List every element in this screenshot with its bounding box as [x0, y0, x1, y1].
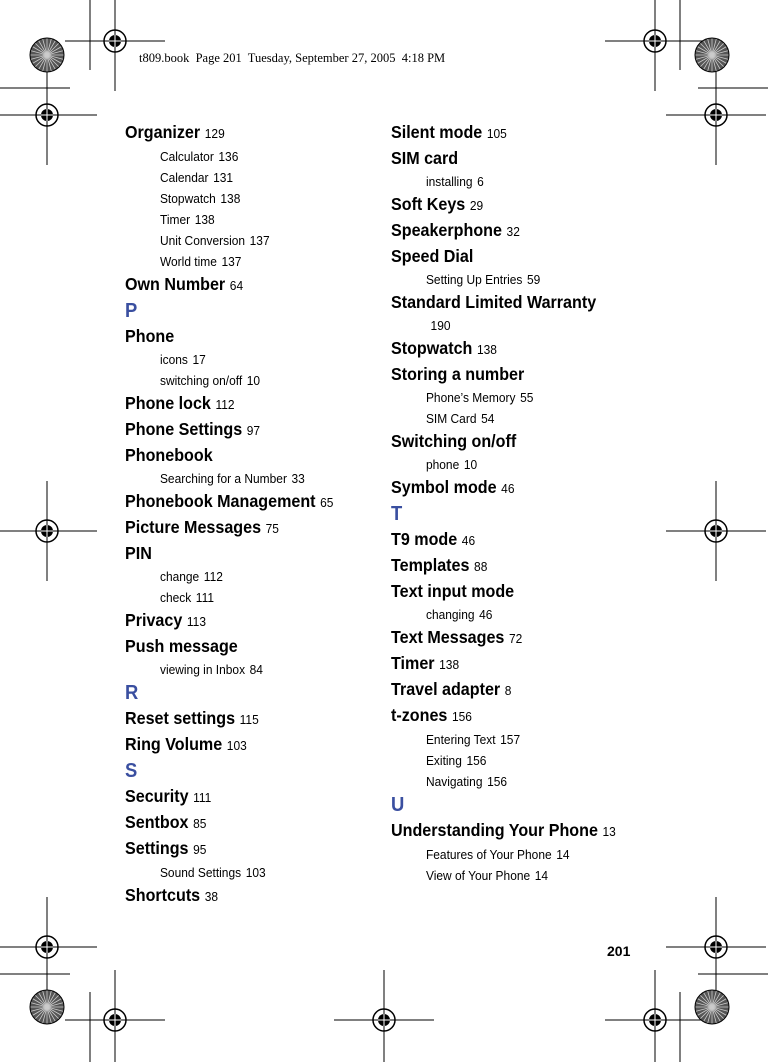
- index-page-ref: 72: [508, 631, 523, 646]
- index-term: World time: [159, 254, 217, 269]
- index-subentry: [391, 865, 630, 886]
- registration-crosshair: [666, 897, 766, 997]
- index-page-ref: 112: [215, 397, 235, 412]
- registration-crosshair: [0, 481, 97, 581]
- index-page-ref: 46: [461, 533, 476, 548]
- index-page-ref: 113: [186, 614, 206, 629]
- index-page-ref: 103: [245, 865, 266, 880]
- index-term: PIN: [125, 543, 152, 563]
- index-term: phone: [425, 457, 460, 472]
- index-page-ref: 29: [469, 198, 484, 213]
- index-section-letter: T: [391, 503, 403, 525]
- index-page-ref: 112: [203, 569, 223, 584]
- index-entry: [391, 579, 630, 604]
- index-subentry: [125, 188, 355, 209]
- registration-crosshair: [605, 0, 705, 91]
- registration-starburst: [30, 38, 64, 72]
- index-subentry: [391, 750, 630, 771]
- index-term: Text input mode: [391, 581, 515, 601]
- index-entry: [125, 883, 355, 909]
- index-page-ref: 10: [246, 373, 261, 388]
- index-subentry: [125, 146, 355, 167]
- index-term: Sentbox: [125, 812, 189, 832]
- index-term: Symbol mode: [391, 477, 497, 497]
- index-entry: [391, 651, 630, 677]
- index-entry: [125, 541, 355, 566]
- index-term: Entering Text: [425, 732, 496, 747]
- index-term: Storing a number: [391, 364, 525, 384]
- index-term: Shortcuts: [125, 885, 201, 905]
- index-term: Phone: [125, 326, 175, 346]
- index-entry: [125, 489, 355, 515]
- index-term: Ring Volume: [125, 734, 223, 754]
- index-page-ref: 129: [204, 126, 225, 141]
- index-subentry: [391, 844, 630, 865]
- index-subentry: [125, 566, 355, 587]
- index-page-ref: 138: [439, 657, 460, 672]
- index-term: Travel adapter: [391, 679, 501, 699]
- index-page-ref: 64: [229, 278, 244, 293]
- registration-crosshair: [0, 65, 97, 165]
- page-number: 201: [607, 943, 631, 959]
- index-page-ref: 95: [193, 842, 207, 857]
- index-term: installing: [425, 174, 473, 189]
- index-entry: [125, 324, 355, 349]
- index-term: View of Your Phone: [425, 868, 531, 883]
- index-section-letter: S: [125, 760, 138, 782]
- index-subentry: [125, 862, 355, 883]
- index-term: Privacy: [125, 610, 183, 630]
- index-column-right: [391, 120, 651, 886]
- index-page-ref: 157: [500, 732, 521, 747]
- index-subentry: [125, 230, 355, 251]
- registration-starburst: [695, 38, 729, 72]
- index-entry: [391, 146, 630, 171]
- index-term: Features of Your Phone: [425, 847, 552, 862]
- index-entry: [125, 634, 355, 659]
- index-page-ref: 32: [506, 224, 520, 239]
- index-term: Calendar: [159, 170, 209, 185]
- index-page-ref: 156: [466, 753, 487, 768]
- index-term: Push message: [125, 636, 238, 656]
- registration-crosshair: [65, 970, 165, 1062]
- index-term: switching on/off: [159, 373, 243, 388]
- index-page-ref: 65: [320, 495, 334, 510]
- index-entry: [125, 515, 355, 541]
- index-page-ref: 156: [451, 709, 472, 724]
- index-subentry: [391, 771, 630, 792]
- index-page-ref: 38: [204, 889, 219, 904]
- index-term: Timer: [391, 653, 435, 673]
- index-term: Exiting: [425, 753, 462, 768]
- registration-starburst: [695, 990, 729, 1024]
- index-page-ref: 10: [463, 457, 478, 472]
- registration-crosshair: [605, 970, 705, 1062]
- index-term: Speed Dial: [391, 246, 474, 266]
- index-page-ref: 111: [195, 590, 214, 605]
- index-page-ref: 75: [265, 521, 279, 536]
- index-page-ref: 105: [486, 126, 507, 141]
- index-subentry: [125, 167, 355, 188]
- index-term: Switching on/off: [391, 431, 517, 451]
- index-entry: [391, 703, 630, 729]
- index-entry: [391, 818, 630, 844]
- index-term: Templates: [391, 555, 470, 575]
- index-section-letter: R: [125, 682, 139, 704]
- index-entry-page-continued: 190: [430, 318, 451, 333]
- index-page-ref: 59: [526, 272, 541, 287]
- index-subentry: [125, 659, 355, 680]
- index-page-ref: 54: [481, 411, 495, 426]
- index-page-ref: 137: [221, 254, 242, 269]
- index-term: Searching for a Number: [159, 471, 287, 486]
- index-term: Phone Settings: [125, 419, 243, 439]
- index-subentry: [391, 454, 630, 475]
- index-subentry: [125, 349, 355, 370]
- index-page-ref: 138: [477, 342, 497, 357]
- index-entry: [391, 362, 630, 387]
- index-term: Settings: [125, 838, 189, 858]
- index-term: viewing in Inbox: [159, 662, 246, 677]
- index-page-ref: 85: [193, 816, 207, 831]
- index-page-ref: 111: [193, 790, 212, 805]
- index-entry: [391, 429, 630, 454]
- index-entry: [125, 836, 355, 862]
- index-entry: [125, 443, 355, 468]
- index-term: Security: [125, 786, 189, 806]
- registration-crosshair: [666, 481, 766, 581]
- index-term: Setting Up Entries: [425, 272, 523, 287]
- index-term: Phonebook Management: [125, 491, 316, 511]
- index-term: Reset settings: [125, 708, 236, 728]
- index-entry: [391, 120, 630, 146]
- index-entry: [391, 527, 630, 553]
- registration-crosshair: [0, 897, 97, 997]
- index-entry: [125, 706, 355, 732]
- index-entry: [125, 810, 355, 836]
- index-term: Understanding Your Phone: [391, 820, 598, 840]
- index-page-ref: 17: [192, 352, 206, 367]
- index-entry: [125, 608, 355, 634]
- index-subentry: [391, 269, 630, 290]
- index-term: icons: [159, 352, 188, 367]
- index-term: Calculator: [159, 149, 214, 164]
- index-term: Stopwatch: [159, 191, 216, 206]
- index-entry: [125, 784, 355, 810]
- index-term: t-zones: [391, 705, 448, 725]
- index-term: check: [159, 590, 192, 605]
- registration-crosshair: [65, 0, 165, 91]
- index-term: Navigating: [425, 774, 483, 789]
- registration-crosshair: [666, 65, 766, 165]
- index-term: Standard Limited Warranty: [391, 292, 597, 312]
- index-subentry: [391, 729, 630, 750]
- index-entry: [391, 218, 630, 244]
- index-term: Picture Messages: [125, 517, 262, 537]
- index-page-ref: 88: [474, 559, 488, 574]
- index-term: SIM card: [391, 148, 459, 168]
- index-term: Phone lock: [125, 393, 211, 413]
- registration-crosshair: [334, 970, 434, 1062]
- index-page-ref: 115: [239, 712, 259, 727]
- index-page-ref: 156: [487, 774, 508, 789]
- index-term: Soft Keys: [391, 194, 466, 214]
- index-page-ref: 131: [213, 170, 234, 185]
- index-page-ref: 14: [556, 847, 570, 862]
- index-term: Organizer: [125, 122, 201, 142]
- index-term: T9 mode: [391, 529, 458, 549]
- index-entry: [125, 272, 355, 298]
- index-page-ref: 13: [602, 824, 616, 839]
- index-entry: [125, 391, 355, 417]
- index-entry: [391, 677, 630, 703]
- index-entry: [391, 475, 630, 501]
- index-entry: [391, 290, 630, 315]
- index-page-ref: 14: [534, 868, 549, 883]
- index-subentry: [125, 468, 355, 489]
- index-page-ref: 136: [218, 149, 239, 164]
- print-slug-header: t809.book Page 201 Tuesday, September 27, 2005 4:18 PM: [139, 51, 446, 65]
- index-term: Phone’s Memory: [425, 390, 516, 405]
- index-page-ref: 103: [226, 738, 247, 753]
- registration-starburst: [30, 990, 64, 1024]
- index-column-left: [125, 120, 375, 909]
- index-term: Speakerphone: [391, 220, 502, 240]
- index-page-ref: 33: [291, 471, 305, 486]
- index-term: Sound Settings: [159, 865, 242, 880]
- index-subentry: [391, 604, 630, 625]
- index-term: SIM Card: [425, 411, 477, 426]
- index-term: Phonebook: [125, 445, 213, 465]
- index-subentry: [125, 587, 355, 608]
- index-page-ref: 46: [479, 607, 493, 622]
- index-term: Silent mode: [391, 122, 483, 142]
- index-subentry: [125, 370, 355, 391]
- index-entry: [391, 553, 630, 579]
- index-page-ref: 97: [246, 423, 261, 438]
- index-page-ref: 137: [249, 233, 270, 248]
- index-section-letter: P: [125, 300, 138, 322]
- index-entry: [391, 625, 630, 651]
- index-term: Text Messages: [391, 627, 505, 647]
- index-section-letter: U: [391, 794, 405, 816]
- index-page-ref: 46: [501, 481, 515, 496]
- index-entry: [125, 417, 355, 443]
- index-term: change: [159, 569, 200, 584]
- index-term: Timer: [159, 212, 191, 227]
- index-term: Unit Conversion: [159, 233, 246, 248]
- index-entry: [391, 336, 630, 362]
- index-term: Stopwatch: [391, 338, 473, 358]
- index-subentry: [391, 171, 630, 192]
- index-page-ref: 55: [520, 390, 534, 405]
- index-page-ref: 138: [194, 212, 215, 227]
- index-subentry: [125, 209, 355, 230]
- index-term: Own Number: [125, 274, 226, 294]
- index-page-ref: 84: [249, 662, 263, 677]
- index-page-ref: 6: [477, 174, 484, 189]
- index-page-ref: 8: [504, 683, 512, 698]
- index-entry: [391, 244, 630, 269]
- index-subentry: [391, 387, 630, 408]
- index-entry: [391, 192, 630, 218]
- index-page-ref: 138: [220, 191, 241, 206]
- index-subentry: [125, 251, 355, 272]
- index-subentry: [391, 408, 630, 429]
- index-entry: [125, 732, 355, 758]
- index-term: changing: [425, 607, 475, 622]
- index-entry: [125, 120, 355, 146]
